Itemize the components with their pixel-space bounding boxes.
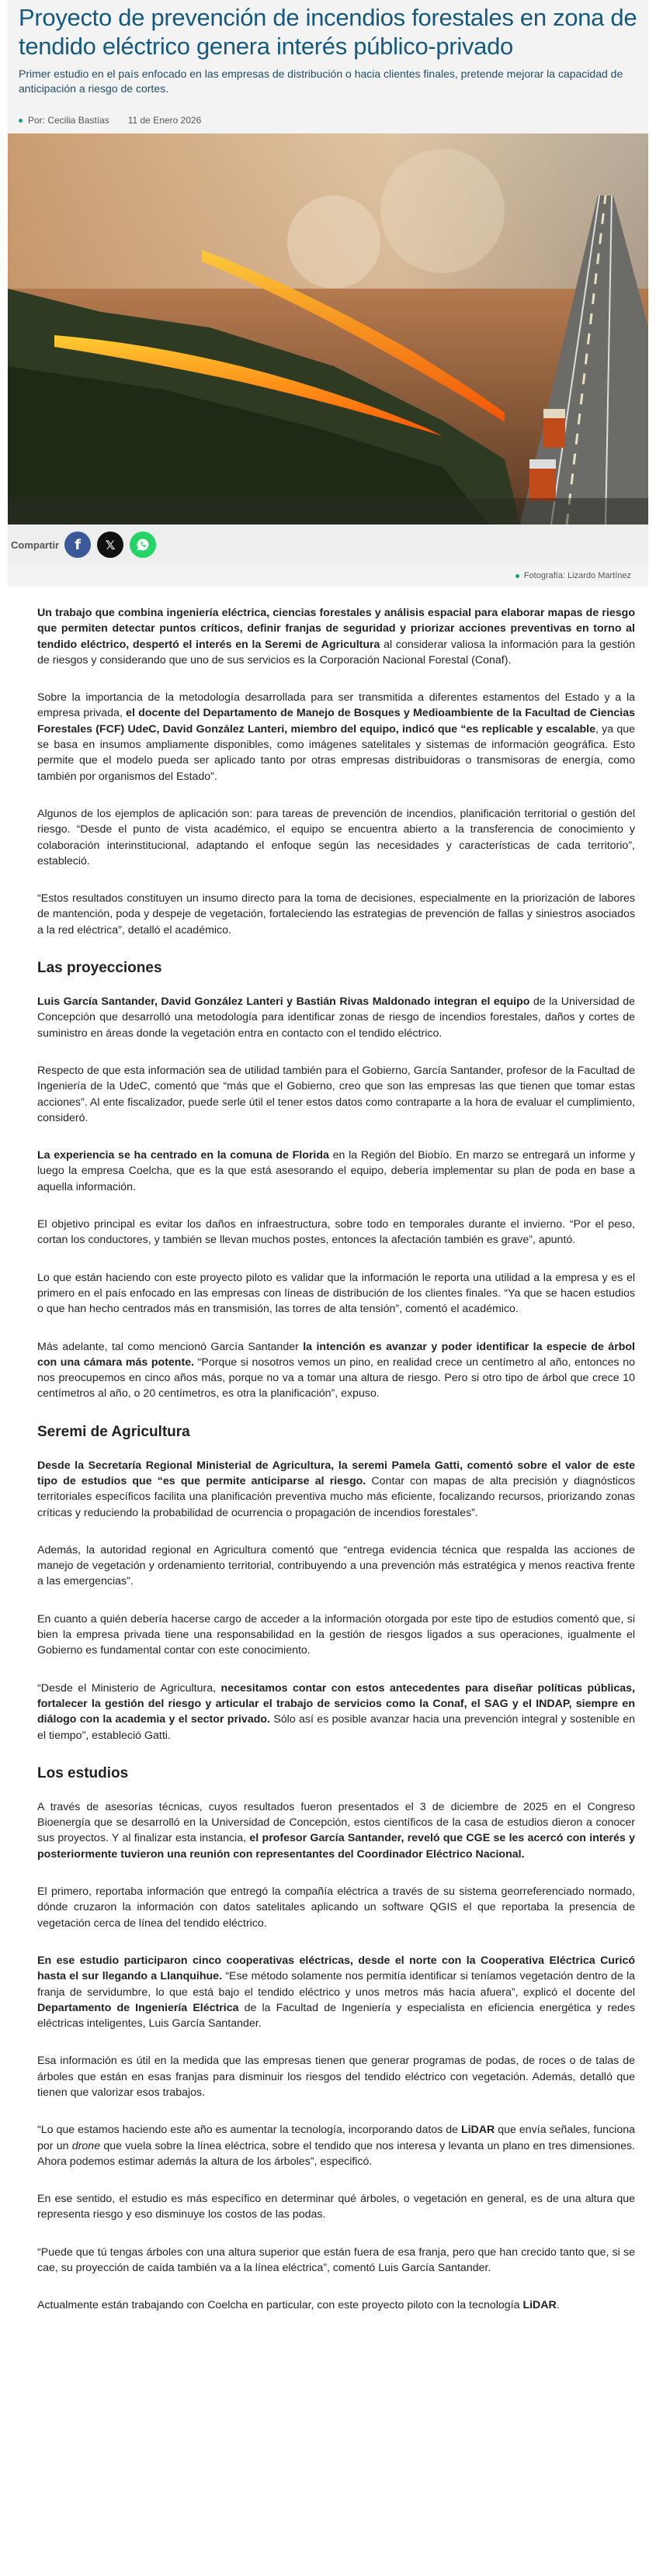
paragraph bbox=[37, 1542, 635, 1590]
text-run: “Puede que tú tengas árboles con una altura superior que están fuera de esa franja, pero que han crecido tanto que, si se cae, su proyección de caída también va a la línea eléctrica”, comentó Luis García Santander. bbox=[37, 2245, 635, 2275]
text-run: en la Región del Biobío. En marzo se entregará un informe y luego la empresa Coelcha, que es la que está asesorando el equipo, debería implementar su plan de poda en base a aquella información. bbox=[37, 1149, 636, 1193]
paragraph bbox=[37, 2297, 635, 2313]
text-run: “Estos resultados constituyen un insumo directo para la toma de decisiones, especialmente en la priorización de labores de mantención, poda y despeje de vegetación, fortaleciendo las estrategias de prevención de fallas y siniestros asociados a la red eléctrica”, detalló el académico. bbox=[37, 892, 635, 937]
paragraph bbox=[37, 891, 635, 938]
text-run: En cuanto a quién debería hacerse cargo de acceder a la información otorgada por este tipo de estudios comentó que, si bien la empresa privada tiene una responsabilidad en la gestión de riesgos ligados a sus operaciones, igualmente el Gobierno es fundamental contar con este conocimiento. bbox=[37, 1612, 635, 1657]
section-heading-seremi: Seremi de Agricultura bbox=[37, 1423, 190, 1440]
bullet-icon bbox=[19, 119, 23, 123]
facebook-share-button[interactable]: f bbox=[64, 531, 91, 558]
paragraph bbox=[37, 1339, 635, 1402]
text-run: Actualmente están trabajando con Coelcha en particular, con este proyecto piloto con la tecnología bbox=[37, 2299, 523, 2312]
bold-text: En ese estudio participaron cinco cooperativas eléctricas, desde el norte con la Cooperativa Eléctrica Curicó hasta el sur llegando a Llanquihue. bbox=[37, 1954, 635, 1983]
whatsapp-icon bbox=[136, 538, 150, 552]
text-run: Esa información es útil en la medida que las empresas tienen que generar programas de podas, de roces o de talas de árboles que están en esas franjas para disminuir los riesgos del tendido eléctrico con vegetación. Además, detalló que tienen que valorizar esos trabajos. bbox=[37, 2055, 635, 2099]
paragraph bbox=[37, 2122, 635, 2169]
paragraph bbox=[37, 1953, 635, 2031]
text-run: “Desde el Ministerio de Agricultura, bbox=[37, 1681, 221, 1695]
paragraph bbox=[37, 1217, 635, 1248]
section-heading-estudios: Los estudios bbox=[37, 1764, 129, 1781]
bold-text: la intención es avanzar y poder identificar la especie de árbol con una cámara más potente. bbox=[37, 1340, 635, 1369]
x-share-button[interactable]: 𝕏 bbox=[97, 531, 123, 558]
article-header bbox=[8, 0, 648, 133]
bold-text: La experiencia se ha centrado en la comuna de Florida bbox=[37, 1149, 329, 1162]
text-run: Algunos de los ejemplos de aplicación son: para tareas de prevención de incendios, planificación territorial o gestión del riesgo. “Desde el punto de vista académico, el equipo se encuentra abierto a la transferencia de conocimiento y colaboración interinstitucional, adaptando el enfoque según las necesidades y características de cada territorio”, estableció. bbox=[37, 807, 635, 867]
text-run: Respecto de que esta información sea de utilidad también para el Gobierno, García Santander, profesor de la Facultad de Ingeniería de la UdeC, comentó que “más que el Gobierno, creo que son las empresas las que tienen que tomar estas acciones”. Al ente fiscalizador, puede serle útil el tener estos datos como contraparte a la hora de evaluar el cumplimiento, consideró. bbox=[37, 1064, 635, 1124]
paragraph bbox=[37, 2191, 635, 2223]
text-run: “Lo que estamos haciendo este año es aumentar la tecnología, incorporando datos de bbox=[37, 2124, 461, 2137]
publish-date: 11 de Enero 2026 bbox=[127, 115, 202, 126]
paragraph bbox=[37, 1063, 635, 1126]
photo-credit bbox=[515, 571, 631, 580]
paragraph bbox=[37, 605, 635, 668]
paragraph bbox=[37, 1148, 635, 1195]
text-run: al considerar valiosa la información para la gestión de riesgos y considerando que uno de sus servicios es la Corporación Nacional Forestal (Conaf). bbox=[37, 638, 636, 667]
bold-text: Desde la Secretaría Regional Ministerial de Agricultura, la seremi Pamela Gatti, comentó sobre el valor de este tipo de estudios que “es que permite anticiparse al riesgo. bbox=[37, 1459, 635, 1487]
paragraph bbox=[37, 806, 635, 869]
paragraph bbox=[37, 1681, 635, 1743]
text-run: Contar con mapas de alta precisión y diagnósticos territoriales específicos facilita una planificación preventiva mucho más eficiente, focalizando recursos, priorizando zonas críticas y reduciendo la probabilidad de ocurrencia o propagación de incendios forestales”. bbox=[37, 1474, 635, 1519]
bold-text: necesitamos contar con estos antecedentes para diseñar políticas públicas, fortalecer la gestión del riesgo y articular el trabajo de servicios como la Conaf, el SAG y el INDAP, siempre en diálogo con la academia y el sector privado. bbox=[37, 1681, 635, 1726]
whatsapp-share-button[interactable] bbox=[130, 531, 156, 558]
bullet-icon bbox=[515, 574, 519, 578]
text-run: que vuela sobre la línea eléctrica, sobre el tendido que nos interesa y levanta un plano en tres dimensiones. Ahora podemos estimar además la altura de los árboles”, especificó. bbox=[37, 2139, 635, 2168]
text-run: Además, la autoridad regional en Agricultura comentó que “entrega evidencia técnica que respalda las acciones de manejo de vegetación y ordenamiento territorial, contribuyendo a una prevención más estratégica y menos reactiva frente a las emergencias”. bbox=[37, 1543, 635, 1588]
text-run: Sólo así es posible avanzar hacia una prevención integral y sostenible en el tiempo”, estableció Gatti. bbox=[37, 1713, 635, 1742]
paragraph bbox=[37, 2053, 635, 2100]
text-run: de la Universidad de Concepción que desarrolló una metodología para identificar zonas de riesgo de incendios forestales, daños y cortes de suministro en áreas donde la vegetación entra en contacto con el tendido eléctrico. bbox=[37, 995, 635, 1040]
section-heading-proyecciones: Las proyecciones bbox=[37, 960, 162, 977]
bold-text: el profesor García Santander, reveló que CGE se les acercó con interés y posteriormente tuvieron una reunión con representantes del Coordinador Eléctrico Nacional. bbox=[37, 1832, 635, 1861]
paragraph bbox=[37, 1884, 635, 1931]
text-run: El primero, reportaba información que entregó la compañía eléctrica a través de su sistema georreferenciado normado, dónde cruzaron la información con datos satelitales aplicando un software QGIS el que reportaba la presencia de vegetación cerca de línea del tendido eléctrico. bbox=[37, 1885, 635, 1930]
share-bar bbox=[8, 525, 648, 565]
bold-text: LiDAR bbox=[460, 2124, 495, 2137]
text-run: Más adelante, tal como mencionó García Santander bbox=[37, 1340, 304, 1353]
paragraph bbox=[37, 690, 635, 784]
text-run: El objetivo principal es evitar los daños en infraestructura, sobre todo en temporales durante el invierno. “Por el peso, cortan los conductores, y también se llevan muchos postes, entonces la afectación también es grave”, apuntó. bbox=[37, 1218, 635, 1247]
text-run: Lo que están haciendo con este proyecto piloto es validar que la información le reporta una utilidad a la empresa y es el primero en el país enfocado en las empresas con líneas de distribución de los clientes finales. “Ya que se hacen estudios o que han hecho centrados más en transmisión, las torres de alta tensión”, comentó el académico. bbox=[37, 1271, 635, 1316]
paragraph bbox=[37, 994, 635, 1041]
text-run: Sobre la importancia de la metodología desarrollada para ser transmitida a diferentes estamentos del Estado y a la empresa privada, bbox=[37, 691, 635, 720]
text-run: que envía señales, funciona por un bbox=[37, 2124, 635, 2152]
text-run: de la Facultad de Ingeniería y especialista en eficiencia energética y redes eléctricas inteligentes, Luis García Santander. bbox=[37, 2001, 635, 2031]
article-meta bbox=[19, 115, 201, 126]
hero-image bbox=[8, 133, 648, 525]
paragraph bbox=[37, 1458, 635, 1521]
paragraph bbox=[37, 1612, 635, 1659]
photo-credit-bar bbox=[8, 565, 648, 587]
paragraph bbox=[37, 1270, 635, 1317]
page-title: Proyecto de prevención de incendios forestales en zona de tendido eléctrico genera interés público-privado bbox=[19, 4, 637, 60]
text-run: , ya que se basa en insumos ampliamente disponibles, como imágenes satelitales y sistemas de información geográfica. Esto permite que el modelo pueda ser aplicado tanto por otras empresas distribuidoras o transmisoras de energía, como también por organismos del Estado”. bbox=[37, 722, 636, 783]
text-run: “Porque si nosotros vemos un pino, en realidad crece un centímetro al año, entonces no nos preocupemos en cinco años más, porque no va a tomar una altura de riesgo. Pero si otro tipo de árbol que crece 10 centímetros al año, o 20 centímetros, es otra la planificación”, expuso. bbox=[37, 1356, 636, 1401]
text-run: En ese sentido, el estudio es más específico en determinar qué árboles, o vegetación en general, es de una altura que representa riesgo y eso disminuye los costos de las podas. bbox=[37, 2193, 635, 2221]
bold-text: Un trabajo que combina ingeniería eléctrica, ciencias forestales y análisis espacial para elaborar mapas de riesgo que permiten detectar puntos críticos, definir franjas de seguridad y priorizar acciones preventivas en torno al tendido eléctrico, despertó el interés en la Seremi de Agricultura bbox=[37, 607, 635, 651]
article-body bbox=[37, 605, 635, 2335]
bold-text: LiDAR bbox=[522, 2299, 557, 2312]
text-run: A través de asesorías técnicas, cuyos resultados fueron presentados el 3 de diciembre de 2025 en el Congreso Bioenergía que se desarrolló en la Universidad de Concepción, estos científicos de la casa de estudios dieron a conocer sus proyectos. Y al finalizar esta instancia, bbox=[37, 1800, 635, 1845]
bold-text: el docente del Departamento de Manejo de Bosques y Medioambiente de la Facultad de Ciencias Forestales (FCF) UdeC, David González Lanteri, miembro del equipo, indicó que “es replicable y escalable bbox=[37, 707, 635, 736]
text-run: “Ese método solamente nos permitía identificar si teníamos vegetación dentro de la franja de servidumbre, lo que está bajo el tendido eléctrico y unos metros más hacia afuera”, explicó el docente del bbox=[37, 1970, 635, 1999]
paragraph bbox=[37, 2245, 635, 2277]
italic-text: drone bbox=[71, 2139, 101, 2152]
text-run: . bbox=[556, 2299, 560, 2312]
paragraph bbox=[37, 1799, 635, 1862]
bold-text: Luis García Santander, David González Lanteri y Bastián Rivas Maldonado integran el equipo bbox=[37, 995, 530, 1009]
forest-fire-photo bbox=[8, 133, 648, 525]
article-subtitle: Primer estudio en el país enfocado en las empresas de distribución o hacia clientes finales, pretende mejorar la capacidad de anticipación a riesgo de cortes. bbox=[19, 68, 623, 95]
bold-text: Departamento de Ingeniería Eléctrica bbox=[37, 2001, 239, 2014]
photo-credit-text: Fotografía: Lizardo Martínez bbox=[523, 571, 631, 580]
share-label: Compartir bbox=[11, 538, 60, 551]
author: Por: Cecilia Bastías bbox=[28, 115, 109, 126]
